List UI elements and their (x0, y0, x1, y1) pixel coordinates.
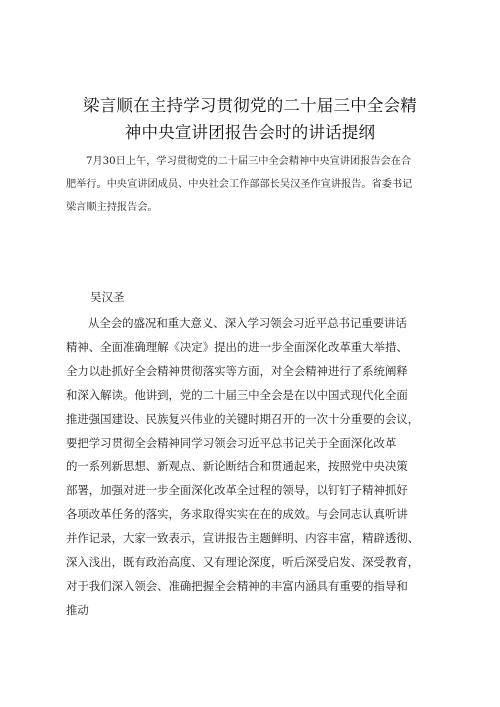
body-line: 对于我们深入领会、准确把握全会精神的丰富内涵具有重要的指导和 (66, 578, 408, 593)
intro-paragraph (66, 150, 446, 219)
body-line: 推动 (66, 602, 89, 617)
body-line: 推进强国建设、民族复兴伟业的关键时期召开的一次十分重要的会议， (66, 411, 420, 426)
intro-line: 7月30日上午，学习贯彻党的二十届三中全会精神中央宣讲团报告会在合 (86, 156, 412, 167)
title-line: 神中央宣讲团报告会时的讲话提纲 (124, 123, 376, 142)
body-line: 全力以赴抓好全会精神贯彻落实等方面，对全会精神进行了系统阐释 (66, 363, 408, 378)
body-line: 的一系列新思想、新观点、新论断结合和贯通起来，按照党中央决策 (66, 459, 408, 474)
body-line: 各项改革任务的落实，务求取得实实在在的成效。与会同志认真听讲 (66, 507, 408, 522)
body-line: 部署，加强对进一步全面深化改革全过程的领导，以钉钉子精神抓好 (66, 483, 408, 498)
body-line: 深入浅出，既有政治高度、又有理论深度，听后深受启发、深受教育， (66, 555, 420, 570)
intro-line: 肥举行。中央宣讲团成员、中央社会工作部部长吴汉圣作宣讲报告。省委书记 (66, 179, 413, 190)
body-line: 并作记录，大家一致表示，宣讲报告主题鲜明、内容丰富，精辟透彻、 (66, 531, 420, 546)
title-line: 梁言顺在主持学习贯彻党的二十届三中全会精 (83, 96, 417, 115)
intro-line: 梁言顺主持报告会。 (66, 202, 158, 213)
speaker-name: 吴汉圣 (90, 290, 125, 304)
body-line: 从全会的盛况和重大意义、深入学习领会习近平总书记重要讲话 (88, 316, 407, 330)
body-line: 要把学习贯彻全会精神同学习领会习近平总书记关于全面深化改革 (66, 435, 397, 450)
body-line: 和深入解读。他讲到，党的二十届三中全会是在以中国式现代化全面 (66, 387, 408, 402)
body-paragraph (66, 312, 456, 623)
body-line: 精神、全面准确理解《决定》提出的进一步全面深化改革重大举措、 (66, 339, 408, 354)
document-title (40, 92, 460, 146)
